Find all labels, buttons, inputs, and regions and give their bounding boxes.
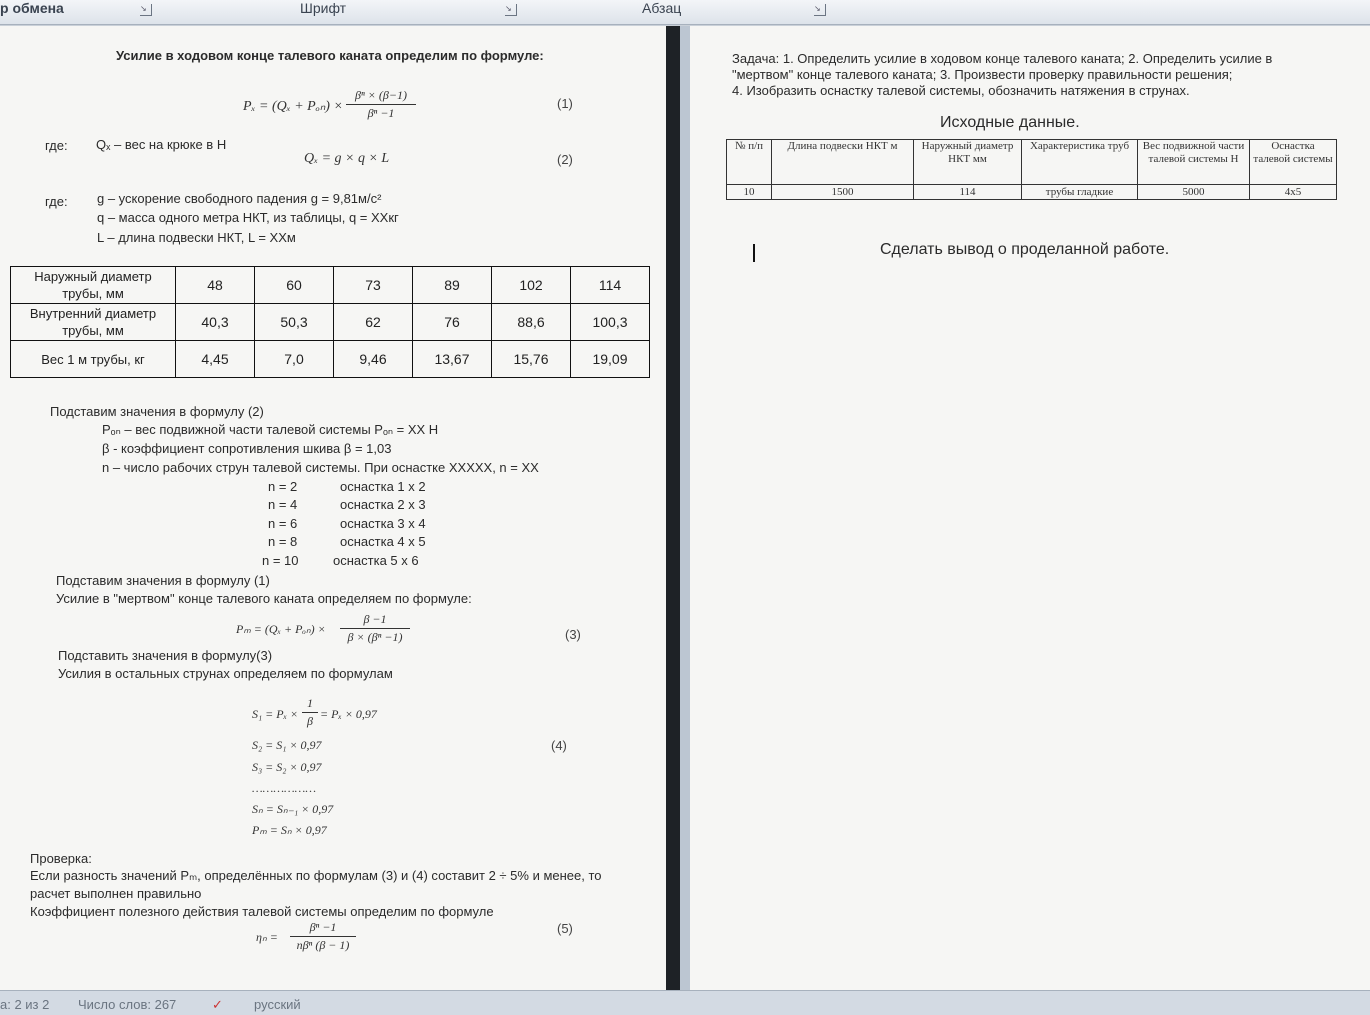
- g-definition: g – ускорение свободного падения g = 9,81м/с²: [97, 191, 382, 206]
- q-definition: q – масса одного метра НКТ, из таблицы, q = XXкг: [97, 210, 399, 225]
- task-line3: 4. Изобразить оснастку талевой системы, обозначить натяжения в струнах.: [732, 83, 1190, 98]
- check-text-line2: расчет выполнен правильно: [30, 886, 202, 901]
- table-row-label: Наружный диаметр трубы, мм: [11, 267, 176, 304]
- formula1-number: (1): [557, 96, 573, 111]
- formula5-fraction: [290, 920, 356, 953]
- rigging-n: n = 6: [268, 516, 298, 531]
- language-indicator[interactable]: русский: [254, 997, 301, 1012]
- formula5-lhs: ηₙ =: [256, 930, 278, 944]
- font-launcher-icon[interactable]: ↘: [505, 4, 517, 16]
- formula5-numerator: βⁿ −1: [309, 920, 337, 934]
- table-cell: 1500: [772, 185, 914, 200]
- table-header-cell: Оснастка талевой системы: [1250, 140, 1337, 185]
- table-cell: 73: [334, 267, 413, 304]
- table-cell: 13,67: [413, 341, 492, 378]
- table-cell: 15,76: [492, 341, 571, 378]
- table-row: [11, 267, 650, 304]
- s3-formula: S₃ = S₂ × 0,97: [252, 760, 322, 774]
- sn-formula: Sₙ = Sₙ₋₁ × 0,97: [252, 802, 334, 816]
- vertical-scrollbar[interactable]: [680, 26, 690, 990]
- formula1-denominator: βⁿ −1: [367, 106, 395, 120]
- table-cell: 60: [255, 267, 334, 304]
- beta-definition: β - коэффициент сопротивления шкива β = 1,03: [102, 441, 392, 456]
- font-group-label[interactable]: Шрифт: [300, 0, 347, 16]
- formula2-number: (2): [557, 152, 573, 167]
- s1-denominator: β: [307, 714, 313, 728]
- formula4-number: (4): [551, 738, 567, 753]
- table-cell: 40,3: [176, 304, 255, 341]
- formula3-denominator: β × (βⁿ −1): [347, 630, 403, 644]
- task-line1: Задача: 1. Определить усилие в ходовом конце талевого каната; 2. Определить усилие в: [732, 51, 1273, 66]
- table-cell: 5000: [1138, 185, 1250, 200]
- qx-definition: Qₓ – вес на крюке в Н: [96, 137, 227, 152]
- pm-formula: Pₘ = Sₙ × 0,97: [252, 823, 327, 837]
- table-cell: 89: [413, 267, 492, 304]
- table-cell: 102: [492, 267, 571, 304]
- ribbon: [0, 0, 1370, 25]
- table-cell: 4x5: [1250, 185, 1337, 200]
- formula1-lhs: Pₓ = (Qₓ + Pₒₙ) ×: [243, 99, 343, 114]
- table-cell: 114: [571, 267, 650, 304]
- source-data-title: Исходные данные.: [940, 114, 1080, 131]
- formula1-numerator: βⁿ × (β−1): [355, 88, 407, 102]
- clipboard-group-label[interactable]: р обмена: [0, 0, 64, 16]
- text-cursor: [753, 244, 755, 262]
- rigging-label: оснастка 5 x 6: [333, 553, 419, 568]
- substitute-formula3: Подставить значения в формулу(3): [58, 648, 273, 663]
- status-bar: [0, 990, 1370, 1015]
- task-line2: "мертвом" конце талевого каната; 3. Произвести проверку правильности решения;: [732, 67, 1233, 82]
- clipboard-launcher-icon[interactable]: ↘: [140, 4, 152, 16]
- proofing-icon[interactable]: ✓: [212, 997, 223, 1012]
- formula3-numerator: β −1: [363, 612, 387, 626]
- table-header-cell: Характеристика труб: [1022, 140, 1138, 185]
- formula5-denominator: nβⁿ (β − 1): [296, 938, 350, 952]
- rigging-n: n = 8: [268, 534, 298, 549]
- rigging-label: оснастка 4 x 5: [340, 534, 426, 549]
- substitute-formula2: Подставим значения в формулу (2): [50, 404, 264, 419]
- s1-rhs: = Pₓ × 0,97: [320, 707, 377, 721]
- table-cell: 7,0: [255, 341, 334, 378]
- rigging-label: оснастка 1 x 2: [340, 479, 426, 494]
- s1-fraction: [302, 696, 318, 729]
- formula1-fraction: [346, 88, 416, 121]
- where-label-2: где:: [45, 194, 68, 209]
- rigging-n: n = 10: [262, 553, 299, 568]
- table-row-label: Внутренний диаметр трубы, мм: [11, 304, 176, 341]
- n-definition: n – число рабочих струн талевой системы. При оснастке XXXXX, n = XX: [102, 460, 539, 475]
- rigging-n: n = 2: [268, 479, 298, 494]
- table-header-cell: № п/п: [727, 140, 772, 185]
- l-definition: L – длина подвески НКТ, L = XXм: [97, 230, 296, 245]
- source-data-table: [726, 139, 1337, 200]
- table-header-cell: Наружный диаметр НКТ мм: [914, 140, 1022, 185]
- table-cell: 76: [413, 304, 492, 341]
- s1-lhs: S₁ = Pₓ ×: [252, 707, 299, 721]
- word-count[interactable]: Число слов: 267: [78, 997, 177, 1012]
- paragraph-launcher-icon[interactable]: ↘: [814, 4, 826, 16]
- table-cell: 19,09: [571, 341, 650, 378]
- table-row-label: Вес 1 м трубы, кг: [11, 341, 176, 378]
- formula3-fraction: [340, 612, 410, 645]
- table-cell: 9,46: [334, 341, 413, 378]
- document-page-left[interactable]: [0, 26, 666, 990]
- table-cell: 48: [176, 267, 255, 304]
- check-text-line1: Если разность значений Pₘ, определённых по формулам (3) и (4) составит 2 ÷ 5% и менее, то: [30, 868, 602, 883]
- where-label-1: где:: [45, 138, 68, 153]
- table-row: [11, 341, 650, 378]
- conclusion-text: Сделать вывод о проделанной работе.: [880, 241, 1170, 258]
- rigging-label: оснастка 2 x 3: [340, 497, 426, 512]
- dots: ………………: [252, 781, 317, 795]
- substitute-formula1: Подставим значения в формулу (1): [56, 573, 270, 588]
- table-row: [727, 185, 1337, 200]
- table-cell: трубы гладкие: [1022, 185, 1138, 200]
- table-cell: 100,3: [571, 304, 650, 341]
- document-page-right[interactable]: [690, 26, 1370, 990]
- check-heading: Проверка:: [30, 851, 92, 866]
- table-cell: 62: [334, 304, 413, 341]
- table-header-cell: Длина подвески НКТ м: [772, 140, 914, 185]
- paragraph-group-label[interactable]: Абзац: [642, 0, 682, 16]
- pdc-definition: Pₒₙ – вес подвижной части талевой системы Pₒₙ = XX Н: [102, 422, 439, 437]
- rigging-n: n = 4: [268, 497, 298, 512]
- formula5-number: (5): [557, 921, 573, 936]
- s1-numerator: 1: [307, 696, 313, 710]
- efficiency-heading: Коэффициент полезного действия талевой системы определим по формуле: [30, 904, 494, 919]
- page-counter[interactable]: а: 2 из 2: [0, 997, 50, 1012]
- formula1-heading: Усилие в ходовом конце талевого каната определим по формуле:: [116, 48, 544, 63]
- table-cell: 50,3: [255, 304, 334, 341]
- table-header-cell: Вес подвижной части талевой системы Н: [1138, 140, 1250, 185]
- table-header-row: [727, 140, 1337, 185]
- table-cell: 10: [727, 185, 772, 200]
- table-row: [11, 304, 650, 341]
- other-strands-heading: Усилия в остальных струнах определяем по формулам: [58, 666, 393, 681]
- formula2: Qₓ = g × q × L: [304, 151, 390, 166]
- dead-end-heading: Усилие в "мертвом" конце талевого каната определяем по формуле:: [56, 591, 472, 606]
- formula3-number: (3): [565, 627, 581, 642]
- pipe-table: [10, 266, 650, 378]
- table-cell: 88,6: [492, 304, 571, 341]
- rigging-label: оснастка 3 x 4: [340, 516, 426, 531]
- table-cell: 114: [914, 185, 1022, 200]
- page-separator: [666, 26, 690, 990]
- formula3-lhs: Pₘ = (Qₓ + Pₒₙ) ×: [236, 622, 326, 636]
- table-cell: 4,45: [176, 341, 255, 378]
- s2-formula: S₂ = S₁ × 0,97: [252, 738, 322, 752]
